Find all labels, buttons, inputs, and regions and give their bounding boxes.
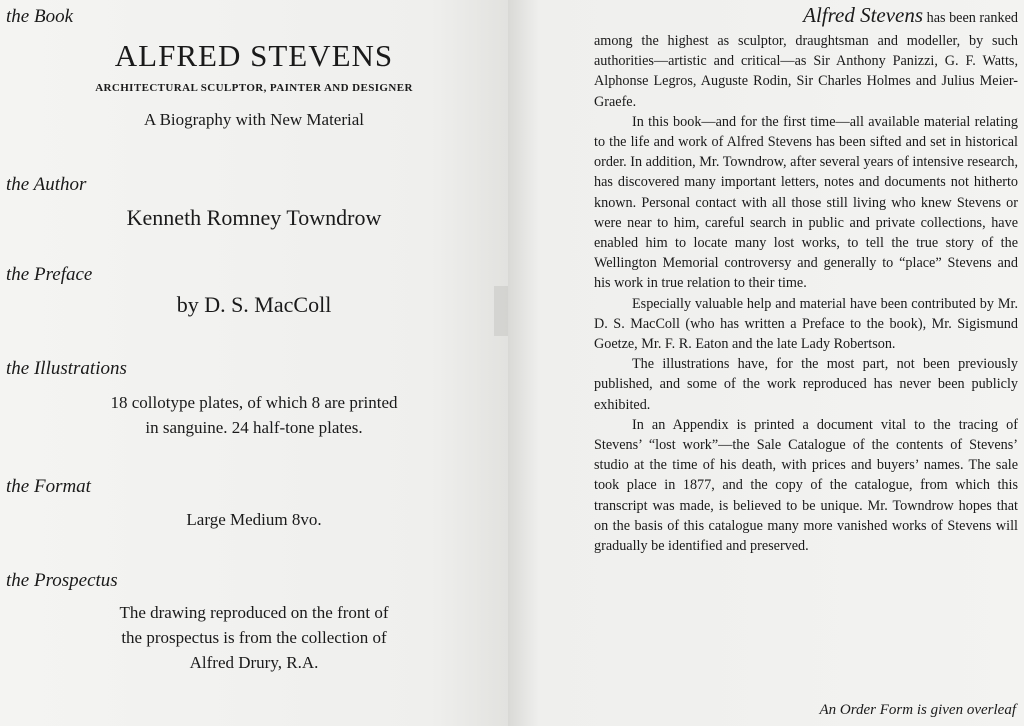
label-the-author: the Author <box>6 174 87 195</box>
label-the-format: the Format <box>6 476 91 497</box>
preface-by: by D. S. MacColl <box>176 292 332 317</box>
book-title: ALFRED STEVENS <box>114 38 394 73</box>
label-the-preface: the Preface <box>6 264 93 285</box>
prospectus-line-3: Alfred Drury, R.A. <box>189 653 319 672</box>
format-text: Large Medium 8vo. <box>186 510 322 529</box>
paragraph-2: In this book—and for the first time—all available material relating to the life and work of Alfred Stevens has been sifted and set in historical order. In addition, Mr. Towndrow, after several years of intensive research, has discovered many important letters, notes and documents not hitherto known. Personal contact with all those still living who knew Stevens or were near to him, careful search in public and private collections, have enabled him to locate many lost works, to tell the true story of the Wellington Memorial controversy and generally to “place” Stevens and his work in true relation to their time. <box>594 113 1018 292</box>
paragraph-5: In an Appendix is printed a document vital to the tracing of Stevens’ “lost work”—the Sale Catalogue of the contents of Stevens’ studio at the time of his death, with prices and buyers’ names. The sale took place in 1877, and the copy of the catalogue, from which this transcript was made, is believed to be unique. Mr. Towndrow hopes that on the basis of this catalogue many more vanished works of Stevens will gradually be identified and preserved. <box>594 416 1018 555</box>
book-subtitle: ARCHITECTURAL SCULPTOR, PAINTER AND DESIGNER <box>95 82 413 94</box>
label-the-prospectus: the Prospectus <box>6 570 118 591</box>
label-the-book: the Book <box>6 6 74 27</box>
biography-line: A Biography with New Material <box>143 110 364 129</box>
label-the-illustrations: the Illustrations <box>6 358 127 379</box>
paragraph-1: among the highest as sculptor, draughtsman and modeller, by such authorities—artistic and critical—as Sir Anthony Panizzi, G. F. Watts, Alphonse Legros, Auguste Rodin, Sir Charles Holmes and Julius Meier-Graefe. <box>594 33 1018 110</box>
paragraph-3: Especially valuable help and material have been contributed by Mr. D. S. MacColl (who has written a Preface to the book), Mr. Sigismund Goetze, Mr. F. R. Eaton and the late Lady Robertson. <box>594 295 1018 353</box>
heading-name: Alfred Stevens <box>803 3 924 27</box>
right-page <box>508 0 1024 726</box>
illustrations-line-1: 18 collotype plates, of which 8 are printed <box>110 393 398 412</box>
prospectus-line-2: the prospectus is from the collection of <box>121 628 387 647</box>
left-page <box>0 0 508 726</box>
order-form-note: An Order Form is given overleaf <box>819 702 1016 718</box>
description-heading <box>594 2 1018 31</box>
heading-rest: has been ranked <box>923 10 1018 26</box>
description-column <box>594 2 1018 556</box>
paragraph-4: The illustrations have, for the most part, not been previously published, and some of the work reproduced has never been publicly exhibited. <box>594 356 1018 413</box>
illustrations-line-2: in sanguine. 24 half-tone plates. <box>145 418 363 437</box>
prospectus-line-1: The drawing reproduced on the front of <box>119 603 389 622</box>
author-name: Kenneth Romney Towndrow <box>126 205 382 230</box>
